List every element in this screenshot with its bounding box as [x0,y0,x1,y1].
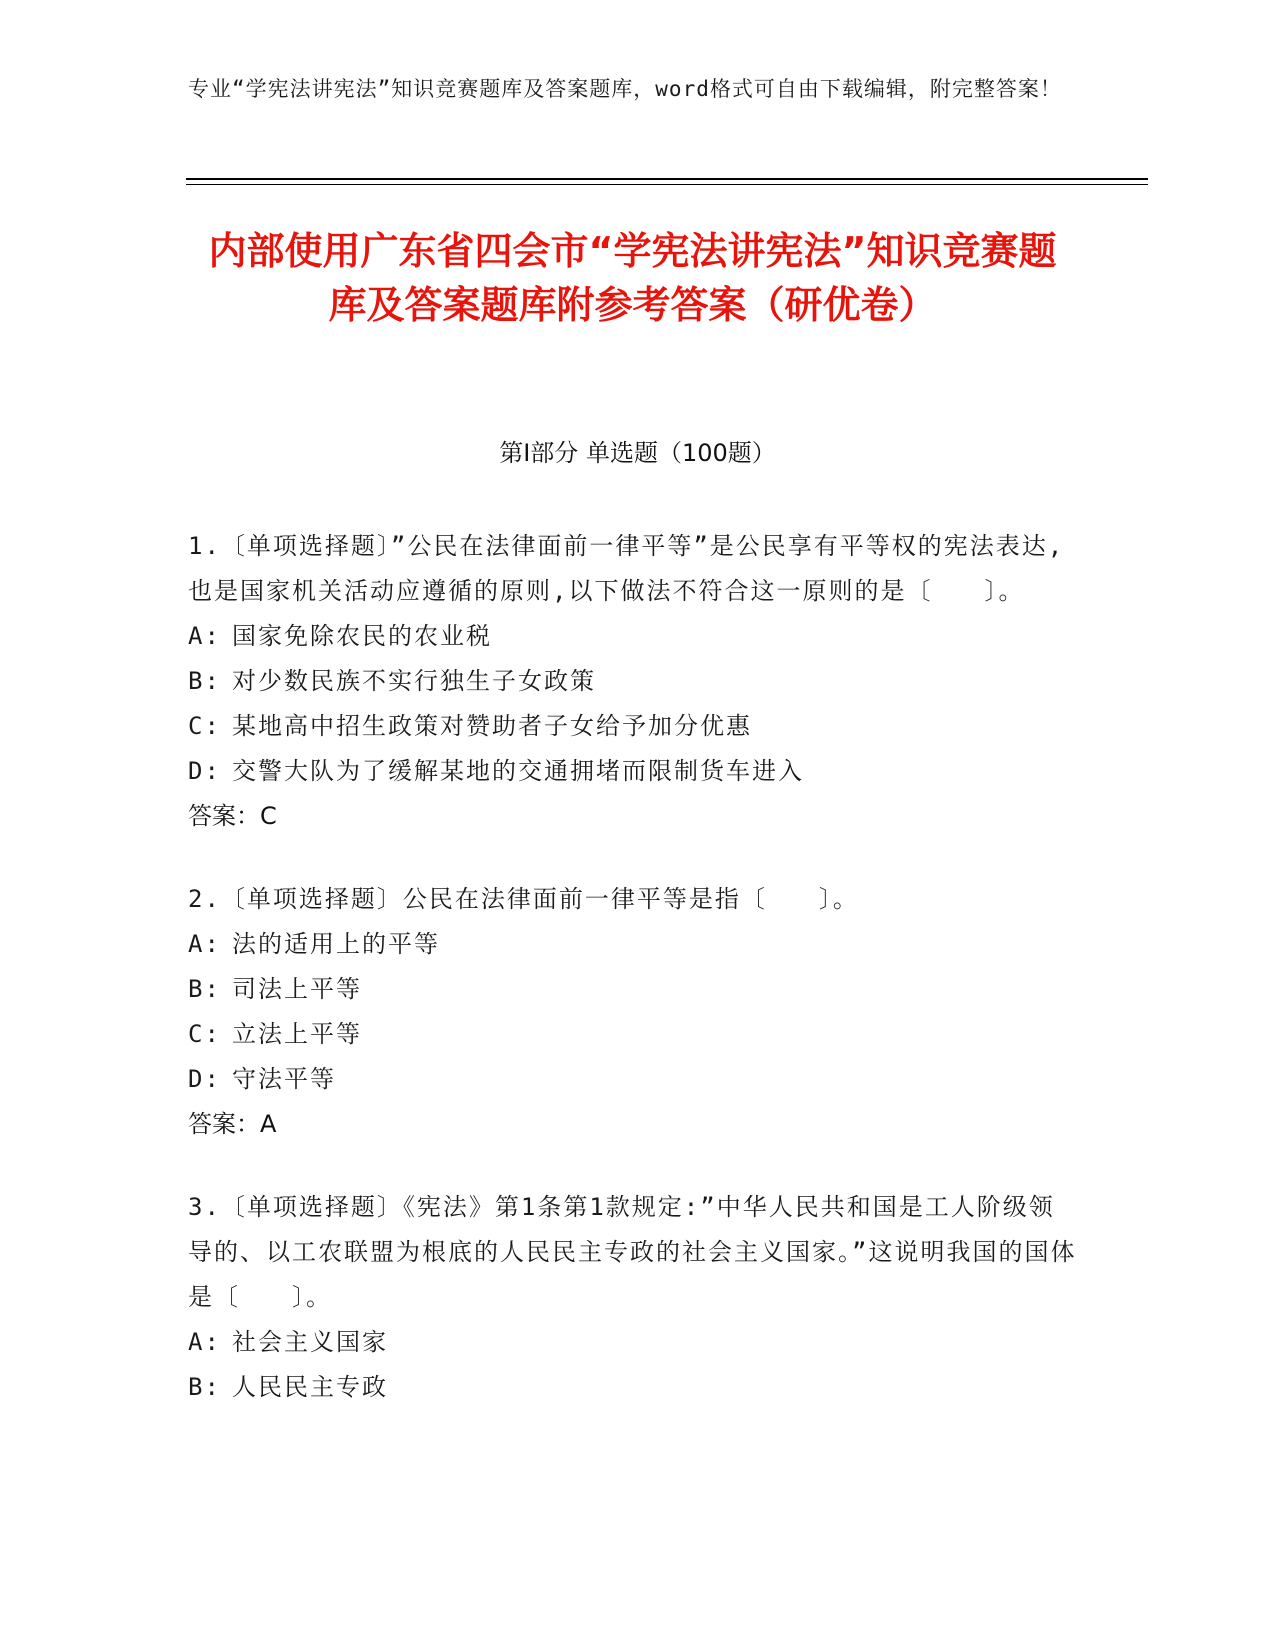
question-stem: 2.〔单项选择题〕公民在法律面前一律平等是指〔 〕。 [188,885,859,913]
section-title: 第Ⅰ部分 单选题（100题） [499,439,776,467]
document-title: 内部使用广东省四会市“学宪法讲宪法”知识竞赛题库及答案题库附参考答案（研优卷） [208,229,1057,327]
question-1 [188,524,1078,839]
answer-line: 答案：C [188,802,277,830]
option-text: 对少数民族不实行独生子女政策 [232,667,596,695]
option-letter: B: [188,667,221,695]
option-letter: A: [188,1328,221,1356]
header-note: 专业“学宪法讲宪法”知识竞赛题库及答案题库，word格式可自由下载编辑，附完整答案！ [188,77,1062,101]
question-list [188,524,1078,1448]
question-2 [188,877,1078,1147]
option-d [188,749,1078,794]
option-text: 某地高中招生政策对赞助者子女给予加分优惠 [232,712,752,740]
header-divider-thin [186,184,1148,185]
option-a [188,922,1078,967]
option-letter: B: [188,975,221,1003]
option-c [188,1012,1078,1057]
option-letter: A: [188,930,221,958]
option-text: 社会主义国家 [232,1328,388,1356]
question-stem: 1.〔单项选择题〕”公民在法律面前一律平等”是公民享有平等权的宪法表达,也是国家机关活动应遵循的原则,以下做法不符合这一原则的是〔 〕。 [188,532,1065,605]
option-letter: B: [188,1373,221,1401]
option-b [188,659,1078,704]
option-letter: C: [188,1020,221,1048]
option-text: 守法平等 [232,1065,336,1093]
option-a [188,614,1078,659]
option-text: 交警大队为了缓解某地的交通拥堵而限制货车进入 [232,757,804,785]
option-letter: C: [188,712,221,740]
option-text: 国家免除农民的农业税 [232,622,492,650]
question-3 [188,1185,1078,1410]
option-text: 立法上平等 [232,1020,362,1048]
option-d [188,1057,1078,1102]
option-text: 法的适用上的平等 [232,930,440,958]
option-a [188,1320,1078,1365]
option-b [188,967,1078,1012]
option-letter: D: [188,1065,221,1093]
option-b [188,1365,1078,1410]
option-c [188,704,1078,749]
option-letter: D: [188,757,221,785]
question-stem: 3.〔单项选择题〕《宪法》第1条第1款规定:”中华人民共和国是工人阶级领导的、以工农联盟为根底的人民民主专政的社会主义国家。”这说明我国的国体是〔 〕。 [188,1193,1077,1311]
option-text: 司法上平等 [232,975,362,1003]
option-letter: A: [188,622,221,650]
header-divider-thick [186,178,1148,180]
option-text: 人民民主专政 [232,1373,388,1401]
answer-line: 答案：A [188,1110,277,1138]
